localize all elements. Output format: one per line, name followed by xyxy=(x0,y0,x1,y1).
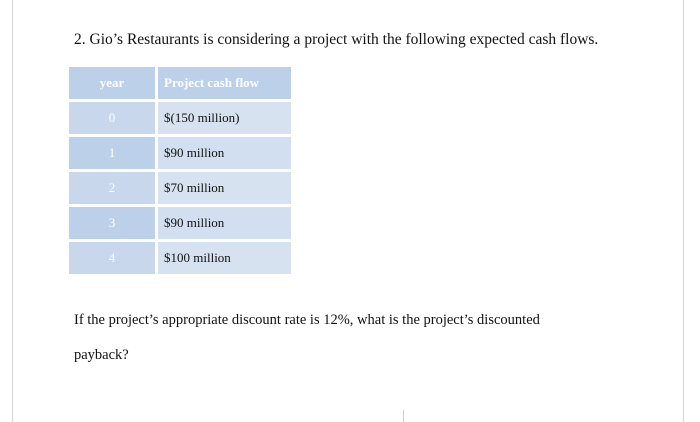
table-row xyxy=(69,242,293,277)
page-bottom-mark xyxy=(403,410,404,422)
year-cell: 1 xyxy=(69,137,158,172)
year-cell: 3 xyxy=(69,207,158,242)
cash-flow-table xyxy=(69,67,293,277)
cash-flow-cell: $70 million xyxy=(158,172,293,207)
table-row xyxy=(69,172,293,207)
year-cell: 2 xyxy=(69,172,158,207)
question-prompt-line-2: payback? xyxy=(74,347,129,363)
page-left-border xyxy=(12,0,13,422)
question-prompt-line-1: If the project’s appropriate discount rate is 12%, what is the project’s discounted xyxy=(74,312,540,328)
page-right-border xyxy=(683,0,684,422)
question-title: 2. Gio’s Restaurants is considering a project with the following expected cash flows. xyxy=(74,31,599,48)
cash-flow-cell: $(150 million) xyxy=(158,102,293,137)
header-year: year xyxy=(69,67,158,102)
table-row xyxy=(69,137,293,172)
table-header-row xyxy=(69,67,293,102)
cash-flow-cell: $100 million xyxy=(158,242,293,277)
cash-flow-cell: $90 million xyxy=(158,207,293,242)
year-cell: 0 xyxy=(69,102,158,137)
header-project-cash-flow: Project cash flow xyxy=(158,67,293,102)
table-row xyxy=(69,207,293,242)
year-cell: 4 xyxy=(69,242,158,277)
cash-flow-cell: $90 million xyxy=(158,137,293,172)
table-row xyxy=(69,102,293,137)
